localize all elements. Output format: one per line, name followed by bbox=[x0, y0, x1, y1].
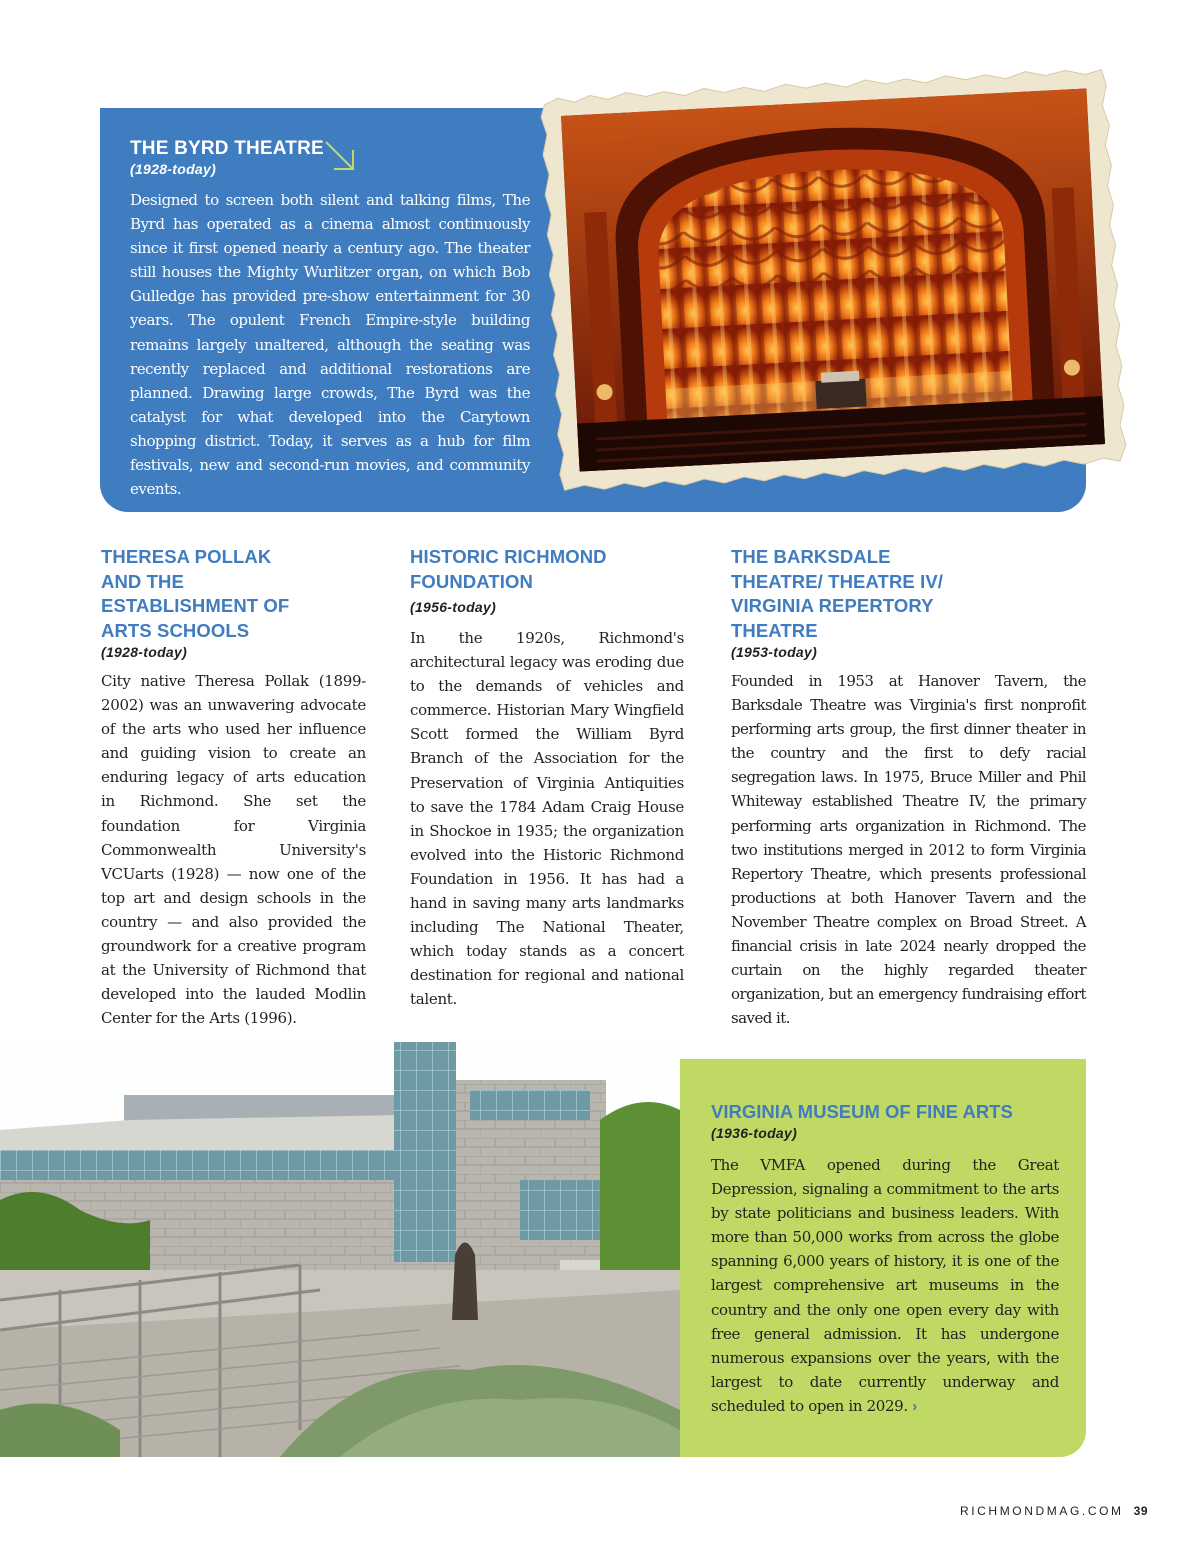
vmfa-body: The VMFA opened during the Great Depression, signaling a commitment to the arts by state politicians and business leaders. With more than 50,000 works from across the globe spanning 6,000 years of history, it is one of the largest comprehensive art museums in the country and the only one open every day with free general admission. It has undergone numerous expansions over the years, with the largest to date currently underway and scheduled to open in 2029. bbox=[711, 1156, 1059, 1415]
site-url: RICHMONDMAG.COM bbox=[959, 1504, 1124, 1518]
chevron-right-icon: › bbox=[912, 1397, 917, 1415]
article-years: (1953-today) bbox=[731, 644, 818, 660]
article-heading: THE BARKSDALE THEATRE/ THEATRE IV/ VIRGINIA REPERTORY THEATRE bbox=[731, 546, 944, 641]
article-heading: THERESA POLLAK AND THE ESTABLISHMENT OF ARTS SCHOOLS bbox=[101, 546, 290, 641]
article-years: (1956-today) bbox=[410, 599, 497, 615]
barksdale-theatre-article bbox=[731, 545, 1086, 1030]
vmfa-years: (1936-today) bbox=[711, 1125, 798, 1141]
article-body: City native Theresa Pollak (1899-2002) was an unwavering advocate of the arts who used her influence and guiding vision to create an enduring legacy of arts education in Richmond. She set the foundation for Virginia Commonwealth University's VCUarts (1928) — now one of the top art and design schools in the country — and also provided the groundwork for a creative program at the University of Richmond that developed into the lauded Modlin Center for the Arts (1996). bbox=[101, 672, 366, 1028]
byrd-theatre-title: THE BYRD THEATRE bbox=[130, 138, 324, 159]
page-footer bbox=[960, 1504, 1148, 1518]
byrd-theatre-body: Designed to screen both silent and talking films, The Byrd has operated as a cinema almost continuously since it first opened nearly a century ago. The theater still houses the Mighty Wurlitzer organ, on which Bob Gulledge has provided pre-show entertainment for 30 years. The opulent French Empire-style building remains largely unaltered, although the seating was recently replaced and additional restorations are planned. Drawing large crowds, The Byrd was the catalyst for what developed into the Carytown shopping district. Today, it serves as a hub for film festivals, new and second-run movies, and community events. bbox=[130, 191, 530, 499]
theresa-pollak-article bbox=[101, 545, 366, 1030]
vmfa-heading: VIRGINIA MUSEUM OF FINE ARTS bbox=[711, 1101, 1013, 1122]
page-number: 39 bbox=[1133, 1504, 1148, 1518]
byrd-theatre-text bbox=[130, 138, 530, 501]
byrd-theatre-years: (1928-today) bbox=[130, 161, 217, 177]
byrd-theatre-photo bbox=[538, 65, 1128, 494]
article-heading: HISTORIC RICHMOND FOUNDATION bbox=[410, 546, 607, 592]
arrow-down-right-icon bbox=[322, 138, 358, 174]
vmfa-museum-photo bbox=[0, 1030, 680, 1457]
article-years: (1928-today) bbox=[101, 644, 188, 660]
vmfa-text bbox=[711, 1101, 1059, 1419]
vmfa-feature bbox=[680, 1059, 1086, 1457]
vmfa-body-wrap bbox=[711, 1153, 1059, 1419]
article-body: In the 1920s, Richmond's architectural legacy was eroding due to the demands of vehicles and commerce. Historian Mary Wingfield Scott formed the William Byrd Branch of the Association for the Preservation of Virginia Antiquities to save the 1784 Adam Craig House in Shockoe in 1935; the organization evolved into the Historic Richmond Foundation in 1956. It has had a hand in saving many arts landmarks including The National Theater, which today stands as a concert destination for regional and national talent. bbox=[410, 629, 684, 1009]
historic-richmond-article bbox=[410, 545, 684, 1012]
article-body: Founded in 1953 at Hanover Tavern, the Barksdale Theatre was Virginia's first nonprofit performing arts group, the first dinner theater in the country and the first to defy racial segregation laws. In 1975, Bruce Miller and Phil Whiteway established Theatre IV, the primary performing arts organization in Richmond. The two institutions merged in 2012 to form Virginia Repertory Theatre, which presents professional productions at both Hanover Tavern and the November Theatre complex on Broad Street. A financial crisis in late 2024 nearly dropped the curtain on the highly regarded theater organization, but an emergency fundraising effort saved it. bbox=[731, 672, 1086, 1028]
